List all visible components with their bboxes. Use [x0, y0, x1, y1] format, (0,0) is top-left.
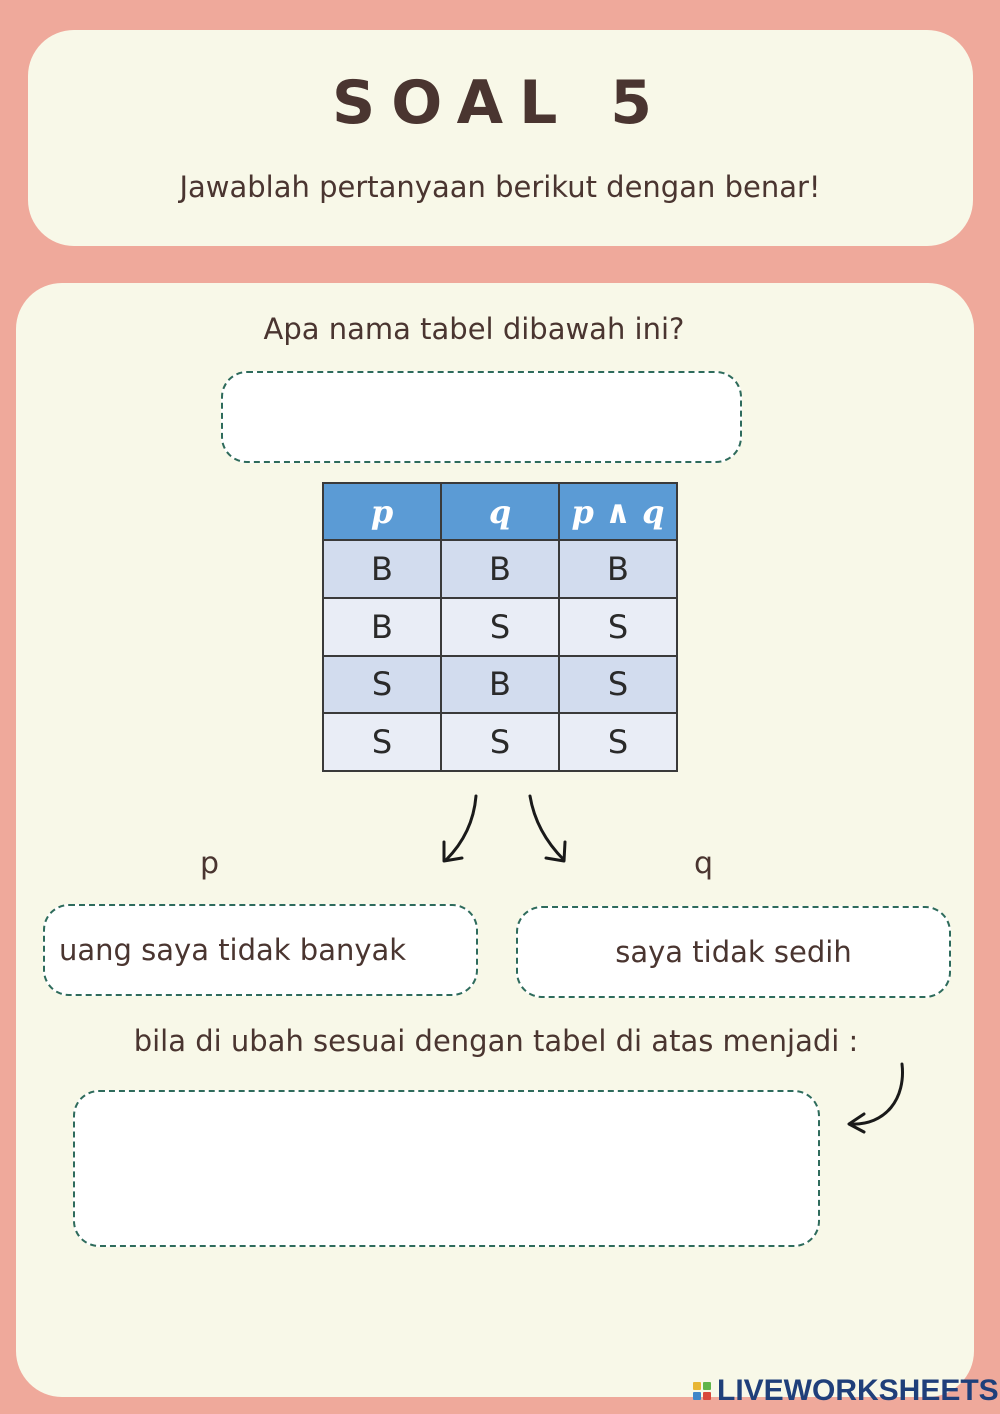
table-row [323, 540, 677, 598]
p-statement-text: uang saya tidak banyak [59, 933, 407, 967]
table-row [323, 598, 677, 656]
label-q: q [694, 846, 714, 881]
arrow-down-left-icon [430, 790, 490, 870]
table-cell: S [559, 713, 677, 771]
table-cell: S [323, 713, 441, 771]
table-cell: B [323, 598, 441, 656]
table-cell: S [441, 598, 559, 656]
table-cell: B [323, 540, 441, 598]
table-header-row [323, 483, 677, 540]
arrow-down-right-icon [520, 790, 580, 870]
table-row [323, 656, 677, 714]
table-cell: S [323, 656, 441, 714]
header-card [28, 30, 973, 246]
liveworksheets-logo-icon [693, 1382, 711, 1400]
table-cell: S [559, 598, 677, 656]
combined-statement-answer-input[interactable] [73, 1090, 820, 1247]
question-text: Apa nama tabel dibawah ini? [263, 312, 685, 346]
table-cell: S [559, 656, 677, 714]
table-header-p-and-q: p ∧ q [559, 483, 677, 540]
table-name-answer-input[interactable] [221, 371, 742, 463]
q-statement-box [516, 906, 951, 998]
q-statement-text: saya tidak sedih [615, 935, 852, 969]
table-cell: B [441, 656, 559, 714]
truth-table [322, 482, 678, 772]
table-header-q: q [441, 483, 559, 540]
table-cell: B [559, 540, 677, 598]
table-header-p: p [323, 483, 441, 540]
page-subtitle: Jawablah pertanyaan berikut dengan benar! [179, 170, 821, 204]
curved-arrow-left-icon [840, 1058, 920, 1138]
liveworksheets-brand: LIVEWORKSHEETS [717, 1374, 999, 1407]
instruction-text: bila di ubah sesuai dengan tabel di atas menjadi : [133, 1024, 859, 1058]
page-title: SOAL 5 [332, 68, 668, 138]
table-cell: S [441, 713, 559, 771]
table-row [323, 713, 677, 771]
label-p: p [200, 846, 220, 881]
table-cell: B [441, 540, 559, 598]
liveworksheets-logo [693, 1374, 999, 1408]
p-statement-box [43, 904, 478, 996]
